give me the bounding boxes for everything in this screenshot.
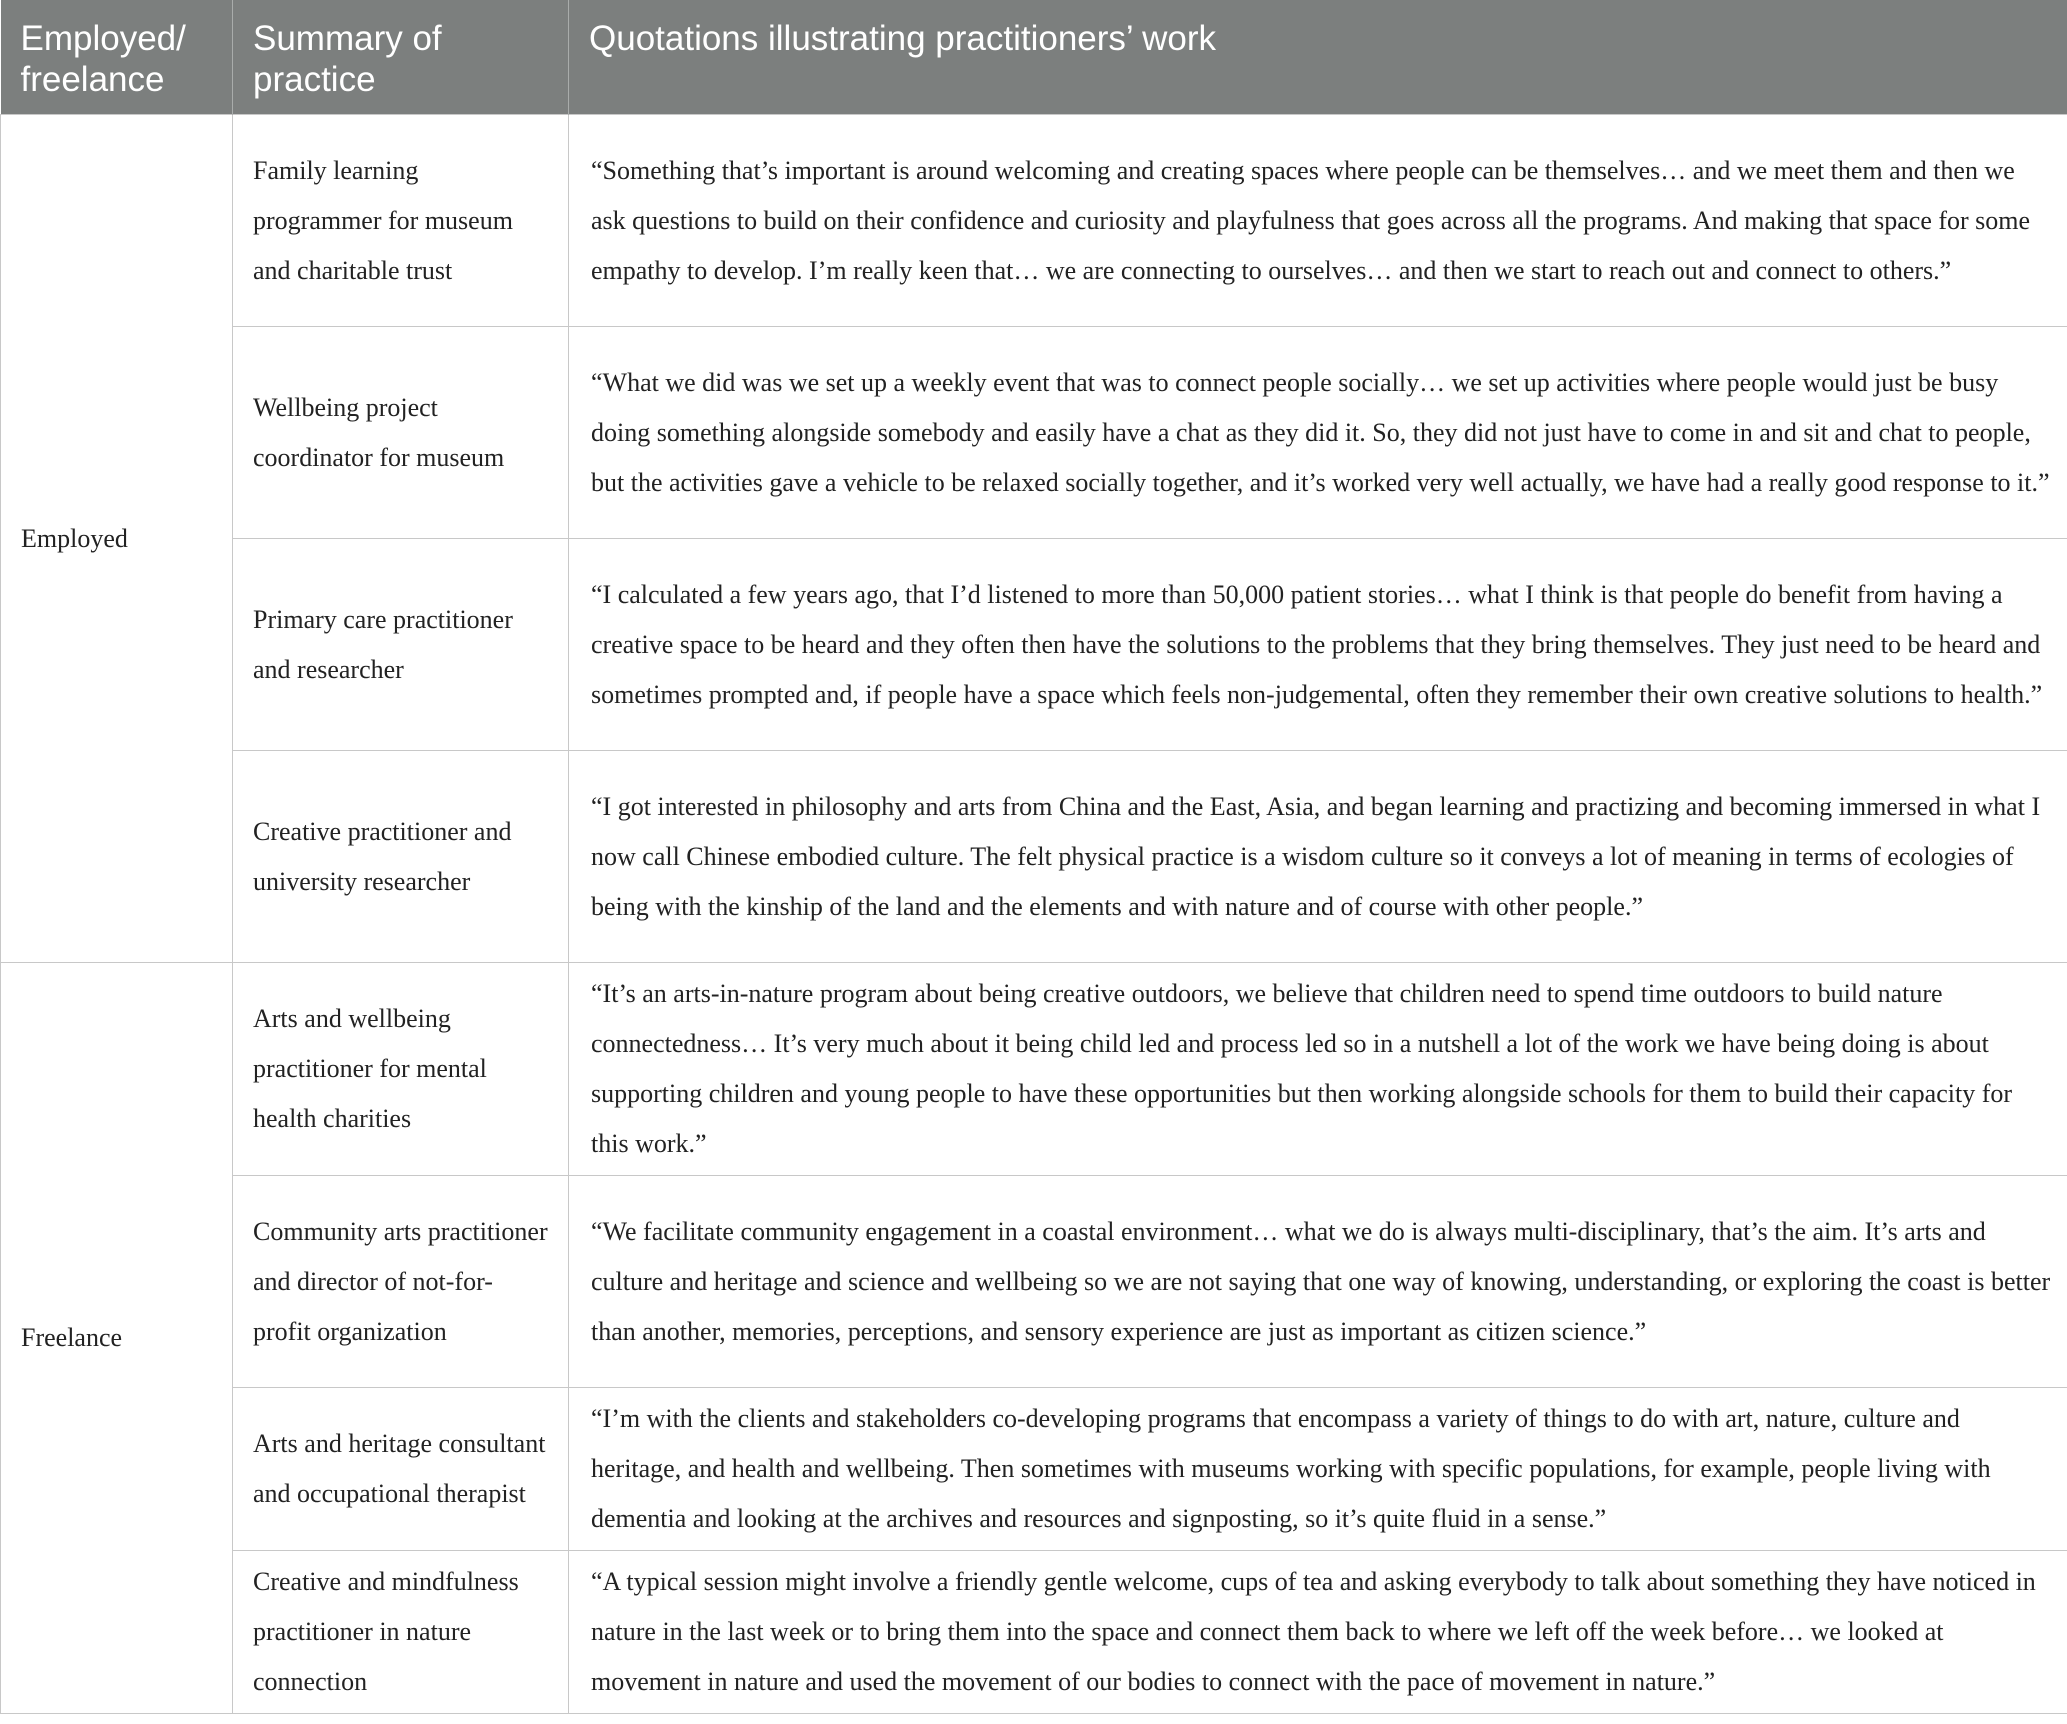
summary-cell: Primary care practitioner and researcher <box>233 539 569 751</box>
table-row <box>1 1176 2067 1388</box>
quote-cell: “We facilitate community engagement in a coastal environment… what we do is always multi-disciplinary, that’s the aim. It’s arts and culture and heritage and science and wellbeing so we are not saying that one way of knowing, understanding, or exploring the coast is better than another, memories, perceptions, and sensory experience are just as important as citizen science.” <box>569 1176 2067 1388</box>
table-row <box>1 751 2067 963</box>
summary-cell: Family learning programmer for museum and charitable trust <box>233 115 569 327</box>
table-row <box>1 963 2067 1176</box>
table-header <box>1 0 2067 115</box>
summary-cell: Community arts practitioner and director of not-for-profit organization <box>233 1176 569 1388</box>
table-row <box>1 1388 2067 1551</box>
group-label-freelance: Freelance <box>1 963 233 1714</box>
summary-cell: Creative and mindfulness practitioner in nature connection <box>233 1551 569 1714</box>
header-summary-of-practice: Summary of practice <box>233 0 569 115</box>
group-label-employed: Employed <box>1 115 233 963</box>
table-body <box>1 115 2067 1714</box>
quote-cell: “What we did was we set up a weekly event that was to connect people socially… we set up activities where people would just be busy doing something alongside somebody and easily have a chat as they did it. So, they did not just have to come in and sit and chat to people, but the activities gave a vehicle to be relaxed socially together, and it’s worked very well actually, we have had a really good response to it.” <box>569 327 2067 539</box>
quote-cell: “I got interested in philosophy and arts from China and the East, Asia, and began learning and practizing and becoming immersed in what I now call Chinese embodied culture. The felt physical practice is a wisdom culture so it conveys a lot of meaning in terms of ecologies of being with the kinship of the land and the elements and with nature and of course with other people.” <box>569 751 2067 963</box>
table-row <box>1 539 2067 751</box>
table-row <box>1 327 2067 539</box>
quote-cell: “I calculated a few years ago, that I’d listened to more than 50,000 patient stories… what I think is that people do benefit from having a creative space to be heard and they often then have the solutions to the problems that they bring themselves. They just need to be heard and sometimes prompted and, if people have a space which feels non-judgemental, often they remember their own creative solutions to health.” <box>569 539 2067 751</box>
quote-cell: “A typical session might involve a friendly gentle welcome, cups of tea and asking everybody to talk about something they have noticed in nature in the last week or to bring them into the space and connect them back to where we left off the week before… we looked at movement in nature and used the movement of our bodies to connect with the pace of movement in nature.” <box>569 1551 2067 1714</box>
header-employed-freelance: Employed/ freelance <box>1 0 233 115</box>
table-row <box>1 115 2067 327</box>
quote-cell: “Something that’s important is around welcoming and creating spaces where people can be themselves… and we meet them and then we ask questions to build on their confidence and curiosity and playfulness that goes across all the programs. And making that space for some empathy to develop. I’m really keen that… we are connecting to ourselves… and then we start to reach out and connect to others.” <box>569 115 2067 327</box>
quote-cell: “It’s an arts-in-nature program about being creative outdoors, we believe that children need to spend time outdoors to build nature connectedness… It’s very much about it being child led and process led so in a nutshell a lot of the work we have being doing is about supporting children and young people to have these opportunities but then working alongside schools for them to build their capacity for this work.” <box>569 963 2067 1176</box>
quote-cell: “I’m with the clients and stakeholders co-developing programs that encompass a variety of things to do with art, nature, culture and heritage, and health and wellbeing. Then sometimes with museums working with specific populations, for example, people living with dementia and looking at the archives and resources and signposting, so it’s quite fluid in a sense.” <box>569 1388 2067 1551</box>
header-row <box>1 0 2067 115</box>
table-row <box>1 1551 2067 1714</box>
summary-cell: Arts and heritage consultant and occupational therapist <box>233 1388 569 1551</box>
summary-cell: Wellbeing project coordinator for museum <box>233 327 569 539</box>
summary-cell: Creative practitioner and university researcher <box>233 751 569 963</box>
summary-cell: Arts and wellbeing practitioner for mental health charities <box>233 963 569 1176</box>
header-quotations: Quotations illustrating practitioners’ work <box>569 0 2067 115</box>
